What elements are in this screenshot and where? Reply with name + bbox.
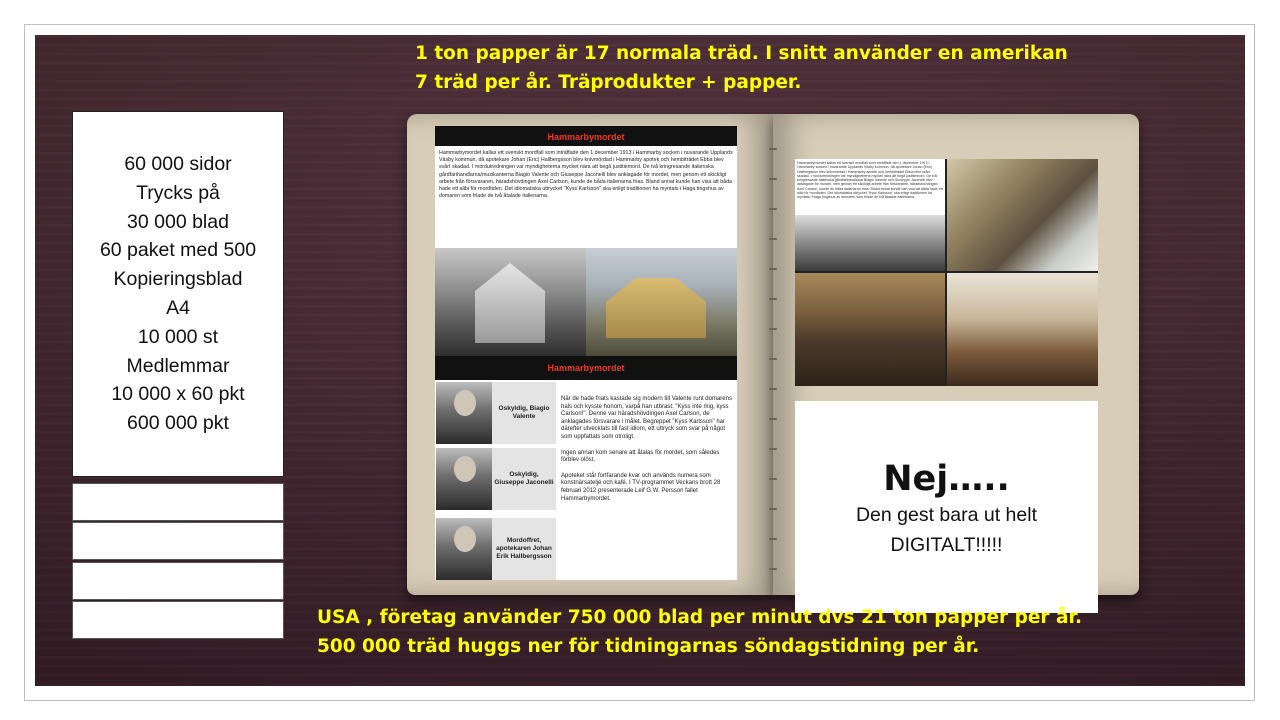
nej-title: Nej…..	[883, 459, 1010, 499]
paper-count-box	[72, 111, 284, 477]
notebook-spine	[763, 108, 783, 595]
cafe-room-photo	[947, 273, 1098, 386]
article-photos	[435, 248, 737, 356]
person-row	[436, 382, 558, 444]
digital-note-box	[795, 401, 1098, 613]
person-caption: Oskyldig, Giuseppe Jaconelli	[492, 448, 556, 510]
article-header: Hammarbymordet	[435, 126, 737, 146]
side-line: 60 000 sidor	[124, 153, 232, 176]
cafe-window-photo	[947, 159, 1098, 271]
collage-text-photo	[795, 159, 945, 271]
blank-box	[72, 601, 284, 639]
side-line: 30 000 blad	[127, 210, 229, 233]
bottom-line-1: USA , företag använder 750 000 blad per minut dvs 21 ton papper per år.	[317, 607, 1082, 628]
article-body: Hammarbymordet kallas ett svenskt mordfall som inträffade den 1 december 1913 i Hammarby socken i nuvarande Upplands Väsby kommun, då apotekare Johan (Eric) Hallbergsson blev knivmördad i Hammarby apotek och hembiträdet Ebba blev svårt skadad. I mordutredningen var myndigheterna mycket nära att begå justitiemord. De två kringresande italienska gårdfarihandlarna/musikanterna Biagio Valente och Giuseppe Jaconelli blev anklagade för mordet, men genom ett skickligt arbete från försvararen, häradshövdingen Axel Carlson, kunde de båda italienarna frias. Bland annat kunde han visa att båda hade ett alibi för mordtiden. Det idiomatiska uttrycket "Kyss Karlsson" ska enligt traditionen ha myntats i Haga tingshus av domaren som friade de två åtalade italienarna.	[439, 150, 733, 200]
bottom-line-2: 500 000 träd huggs ner för tidningarnas söndagstidning per år.	[317, 636, 980, 657]
blank-box	[72, 522, 284, 560]
article-page	[435, 126, 737, 580]
slide	[35, 35, 1245, 686]
side-line: 10 000 st	[137, 325, 219, 348]
top-line-2: 7 träd per år. Träprodukter + papper.	[415, 72, 802, 93]
blank-box	[72, 483, 284, 521]
person-row	[436, 448, 558, 510]
side-line: Trycks på	[136, 181, 220, 204]
cafe-interior-photo	[795, 273, 945, 386]
story-paragraph: Ingen annan kom senare att åtalas för mordet, som således förblev olöst.	[561, 449, 720, 464]
notebook-left-page	[407, 114, 773, 595]
portrait-photo	[436, 518, 492, 580]
side-line: Kopieringsblad	[113, 268, 243, 291]
person-row	[436, 518, 558, 580]
side-line: A4	[166, 297, 190, 319]
blank-box	[72, 562, 284, 600]
nej-line-2: DIGITALT!!!!!	[890, 534, 1003, 556]
person-caption: Mordoffret, apotekaren Johan Erik Hallbergsson	[492, 518, 556, 580]
portrait-photo	[436, 448, 492, 510]
portrait-photo	[436, 382, 492, 444]
persons-section	[435, 380, 737, 580]
nej-line-1: Den gest bara ut helt	[855, 504, 1038, 526]
side-line: Medlemmar	[126, 354, 230, 377]
side-line: 60 paket med 500	[99, 239, 257, 262]
top-headline	[415, 39, 1068, 97]
person-caption: Oskyldig, Biagio Valente	[492, 382, 556, 444]
story-paragraph: När de hade friats kastade sig modern till Valente runt domarens hals och kysste honom, varpå han utbrast: "Kyss inte mig, kyss Carlson!". Denne var häradshövdingen Axel Carlson, de anklagades försvarare i målet. Begreppet "Kyss Karlsson" har därefter utvecklats till fast idiom, ett uttryck som svar på något som uppfattats som otroligt.	[561, 396, 732, 440]
notebook-right-page	[773, 114, 1139, 595]
pharmacy-photo-bw	[435, 248, 586, 356]
pharmacy-photo	[795, 215, 945, 271]
collage-text: Hammarbymordet kallas ett svenskt mordfall som inträffade den 1 december 1913 i Hammarby socken i nuvarande Upplands Väsby kommun, då apotekare Johan (Eric) Hallbergsson blev knivmördad i Hammarby apotek och hembiträdet Ebba blev svårt skadad. I mordutredningen var myndigheterna mycket nära att begå justitiemord. De två kringresande italienska gårdfarihandlarna Biagio Valente och Giuseppe Jaconelli blev anklagade för mordet, men genom ett skickligt arbete från försvararen, häradshövdingen Axel Carlson, kunde de båda italienarna frias. Bland annat kunde han visa att båda hade ett alibi för mordtiden. Det idiomatiska uttrycket "Kyss Karlsson" ska enligt traditionen ha myntats i Haga tingshus av domaren som friade de två åtalade italienarna.	[797, 161, 943, 200]
photo-collage	[795, 159, 1098, 386]
open-notebook	[407, 108, 1140, 595]
top-line-1: 1 ton papper är 17 normala träd. I snitt använder en amerikan	[415, 43, 1068, 64]
story-paragraph: Apoteket står fortfarande kvar och används numera som konstnärsateljé och kafé. I TV-programmet Veckans brott 28 februari 2012 presenterade Leif G.W. Persson fallet Hammarbymordet.	[561, 472, 721, 502]
pharmacy-photo-color	[586, 248, 737, 356]
side-line: 10 000 x 60 pkt	[111, 383, 245, 406]
article-subheader: Hammarbymordet	[435, 356, 737, 380]
bottom-headline	[317, 603, 1082, 661]
story-text	[561, 396, 733, 511]
side-line: 600 000 pkt	[127, 412, 229, 435]
